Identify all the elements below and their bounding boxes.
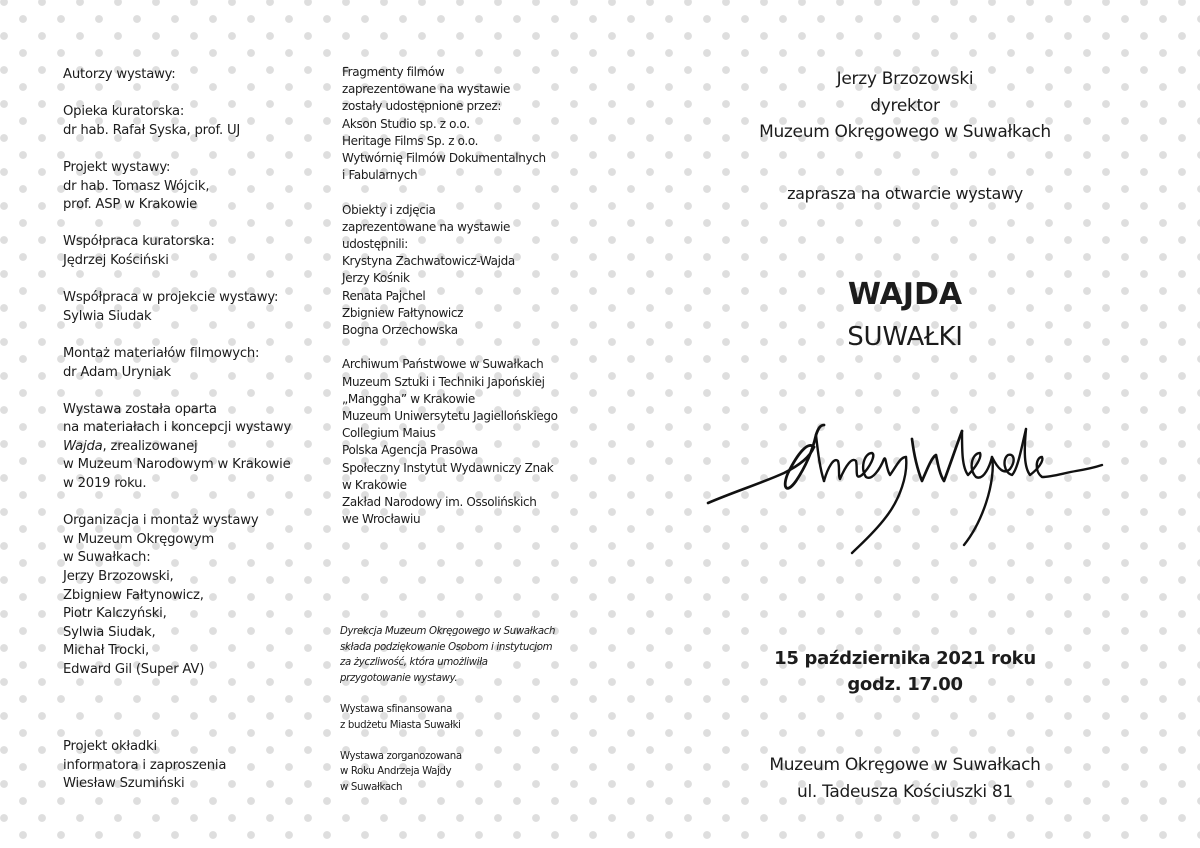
film-edit-credit <box>63 345 333 382</box>
event-date: 15 października 2021 roku <box>774 648 1036 669</box>
film-edit-label: Montaż materiałów filmowych: <box>63 345 260 361</box>
design-credit <box>63 159 333 215</box>
objects-line: Krystyna Zachwatowicz-Wajda <box>342 254 515 269</box>
objects-line: Zbigniew Fałtynowicz <box>342 305 464 320</box>
funding-line: z budżetu Miasta Suwałki <box>340 719 461 731</box>
org-line3: w Suwałkach: <box>63 550 151 566</box>
org-line1: Organizacja i montaż wystawy <box>63 513 259 529</box>
design-coop-label: Współpraca w projekcie wystawy: <box>63 290 279 306</box>
films-line: Akson Studio sp. z o.o. <box>342 116 470 131</box>
thanks-line: Dyrekcja Muzeum Okręgowego w Suwałkach <box>340 626 556 637</box>
curator-credit <box>63 103 333 140</box>
objects-line: Jerzy Kośnik <box>342 271 410 286</box>
objects-line: zaprezentowane na wystawie <box>342 219 511 234</box>
objects-credit <box>342 202 582 340</box>
objects-line: Obiekty i zdjęcia <box>342 202 436 217</box>
based-line3-italic: Wajda <box>63 438 103 454</box>
exhibition-title: WAJDA <box>847 277 963 312</box>
based-line4: w Muzeum Narodowym w Krakowie <box>63 457 291 473</box>
institution-line: Muzeum Uniwersytetu Jagiellońskiego <box>342 409 558 424</box>
objects-line: Bogna Orzechowska <box>342 323 458 338</box>
inviter-institution: Muzeum Okręgowego w Suwałkach <box>759 122 1051 142</box>
org-person: Sylwia Siudak, <box>63 624 156 640</box>
footnotes <box>340 624 590 811</box>
funding-line: Wystawa sfinansowana <box>340 703 452 715</box>
organized-line: Wystawa zorganozowana <box>340 750 462 762</box>
org-person: Edward Gil (Super AV) <box>63 662 205 677</box>
based-line5: w 2019 roku. <box>63 476 147 492</box>
credits-column <box>63 66 333 698</box>
thanks-line: przygotowanie wystawy. <box>340 672 458 684</box>
organized-line: w Roku Andrzeja Wajdy <box>340 766 452 778</box>
cocurator-name: Jędrzej Kościński <box>63 252 169 268</box>
institution-line: Collegium Maius <box>342 426 436 441</box>
films-line: Wytwórnię Filmów Dokumentalnych <box>342 151 546 166</box>
design-label: Projekt wystawy: <box>63 159 171 175</box>
cover-line3: Wiesław Szumiński <box>63 776 185 792</box>
authors-heading-text: Autorzy wystawy: <box>63 67 176 82</box>
institution-line: Polska Agencja Prasowa <box>342 443 478 458</box>
authors-heading <box>63 66 333 85</box>
institution-line: Muzeum Sztuki i Techniki Japońskiej <box>342 374 545 389</box>
organization-credit <box>63 512 333 679</box>
films-line: zostały udostępnione przez: <box>342 99 502 114</box>
venue-name: Muzeum Okręgowe w Suwałkach <box>769 755 1041 775</box>
institution-line: we Wrocławiu <box>342 512 421 527</box>
institution-line: w Krakowie <box>342 477 407 492</box>
inviter-name: Jerzy Brzozowski <box>836 69 974 89</box>
films-credit <box>342 64 582 184</box>
org-person: Michał Trocki, <box>63 643 149 659</box>
based-line2: na materiałach i koncepcji wystawy <box>63 420 292 436</box>
based-line3-rest: , zrealizowanej <box>102 438 198 454</box>
event-datetime <box>700 646 1110 698</box>
based-line1: Wystawa została oparta <box>63 401 217 417</box>
inviter-role: dyrektor <box>870 95 940 116</box>
based-line3 <box>63 438 333 457</box>
venue-block <box>700 752 1110 805</box>
event-time: godz. 17.00 <box>847 674 963 695</box>
films-line: Fragmenty filmów <box>342 65 445 79</box>
curator-name: dr hab. Rafał Syska, prof. UJ <box>63 122 241 138</box>
curator-label: Opieka kuratorska: <box>63 104 185 120</box>
thanks-line: za życzliwość, która umożliwiła <box>340 657 488 669</box>
institution-line: „Manggha” w Krakowie <box>342 391 475 406</box>
design-coop-name: Sylwia Siudak <box>63 308 152 324</box>
cover-line1: Projekt okładki <box>63 739 157 754</box>
films-line: zaprezentowane na wystawie <box>342 82 511 97</box>
institution-line: Archiwum Państwowe w Suwałkach <box>342 357 544 372</box>
funding-note <box>340 702 590 733</box>
invitation-text: zaprasza na otwarcie wystawy <box>787 184 1023 203</box>
cover-line2: informatora i zaproszenia <box>63 757 227 773</box>
films-line: i Fabularnych <box>342 168 418 183</box>
exhibition-subtitle: SUWAŁKI <box>847 322 963 352</box>
org-line2: w Muzeum Okręgowym <box>63 531 214 547</box>
design-name-line2: prof. ASP w Krakowie <box>63 197 198 213</box>
films-line: Heritage Films Sp. z o.o. <box>342 133 479 148</box>
film-edit-name: dr Adam Uryniak <box>63 364 171 380</box>
venue-address: ul. Tadeusza Kościuszki 81 <box>797 781 1013 802</box>
org-person: Jerzy Brzozowski, <box>63 569 174 585</box>
organized-line: w Suwałkach <box>340 781 403 793</box>
organized-note <box>340 749 590 796</box>
cocurator-label: Współpraca kuratorska: <box>63 234 215 250</box>
cocurator-credit <box>63 233 333 270</box>
signature-image <box>700 395 1110 570</box>
objects-line: udostępnili: <box>342 237 408 252</box>
design-coop-credit <box>63 289 333 326</box>
based-on-note <box>63 401 333 494</box>
institution-line: Społeczny Instytut Wydawniczy Znak <box>342 460 554 475</box>
institution-line: Zakład Narodowy im. Ossolińskich <box>342 495 537 510</box>
thanks-note <box>340 624 590 686</box>
cover-credit <box>63 738 333 794</box>
signature-icon <box>700 395 1110 570</box>
objects-line: Renata Pajchel <box>342 288 426 303</box>
org-person: Zbigniew Fałtynowicz, <box>63 587 204 603</box>
institutions-credit <box>342 356 582 528</box>
org-person: Piotr Kalczyński, <box>63 606 167 622</box>
acknowledgements-column <box>342 64 582 546</box>
thanks-line: składa podziękowanie Osobom i instytucjom <box>340 641 553 653</box>
inviter-block <box>700 66 1110 146</box>
design-name-line1: dr hab. Tomasz Wójcik, <box>63 178 210 194</box>
